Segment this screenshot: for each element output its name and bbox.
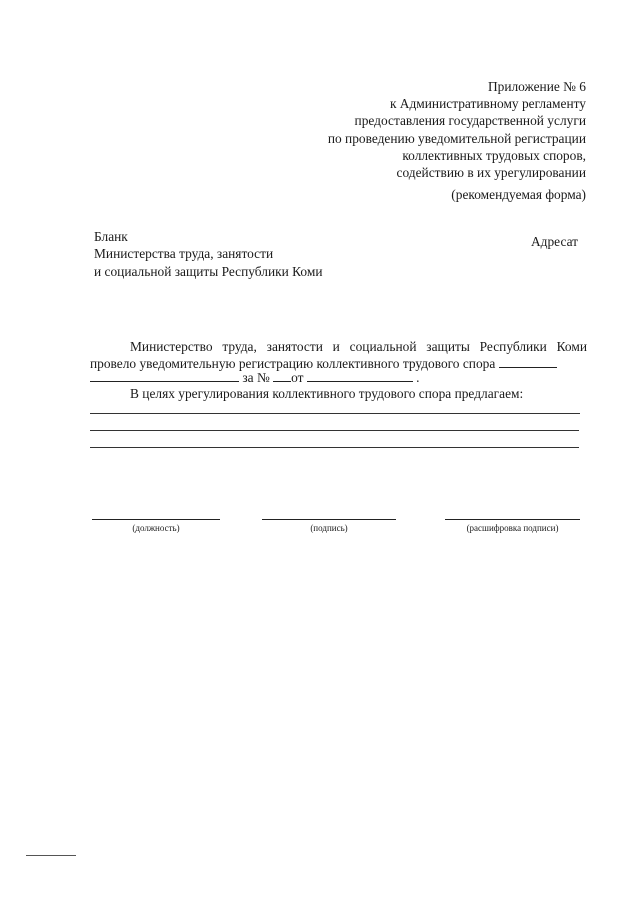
signature-line[interactable] — [262, 519, 396, 520]
registration-number-blank[interactable] — [273, 370, 291, 382]
registration-date-blank[interactable] — [307, 370, 413, 382]
position-signature-line[interactable] — [92, 519, 220, 520]
appendix-line: по проведению уведомительной регистрации — [327, 130, 586, 146]
proposal-line[interactable] — [90, 430, 579, 431]
sender-line: Министерства труда, занятости — [94, 246, 274, 262]
body-paragraph-1-line-1: Министерство труда, занятости и социальной защиты Республики Коми — [130, 339, 587, 354]
appendix-line: содействию в их урегулировании — [396, 165, 586, 181]
signature-caption: (подпись) — [310, 523, 348, 533]
appendix-line: к Административному регламенту — [389, 96, 586, 112]
sender-line: и социальной защиты Республики Коми — [94, 263, 323, 279]
appendix-number: Приложение № 6 — [487, 79, 586, 94]
dispute-subject-blank-continued[interactable] — [90, 370, 239, 382]
dispute-subject-blank[interactable] — [499, 356, 557, 368]
appendix-line: коллективных трудовых споров, — [402, 147, 586, 163]
body-paragraph-2: В целях урегулирования коллективного трудового спора предлагаем: — [130, 386, 524, 401]
signature-decoding-line[interactable] — [445, 519, 580, 520]
sender-letterhead — [94, 228, 322, 280]
recommended-form-note: (рекомендуемая форма) — [451, 187, 586, 202]
body-paragraph-1-line-3: за № от . — [90, 369, 587, 386]
proposal-line[interactable] — [90, 447, 579, 448]
body-paragraph-1-line-2: провело уведомительную регистрацию коллективного трудового спора — [90, 355, 587, 372]
appendix-line: предоставления государственной услуги — [354, 113, 586, 129]
footer-mark — [26, 855, 76, 856]
appendix-header — [328, 78, 586, 181]
proposal-line[interactable] — [90, 413, 580, 414]
signature-decoding-caption: (расшифровка подписи) — [466, 523, 559, 533]
addressee-label: Адресат — [531, 234, 579, 249]
sender-line: Бланк — [94, 229, 128, 244]
position-caption: (должность) — [132, 523, 180, 533]
